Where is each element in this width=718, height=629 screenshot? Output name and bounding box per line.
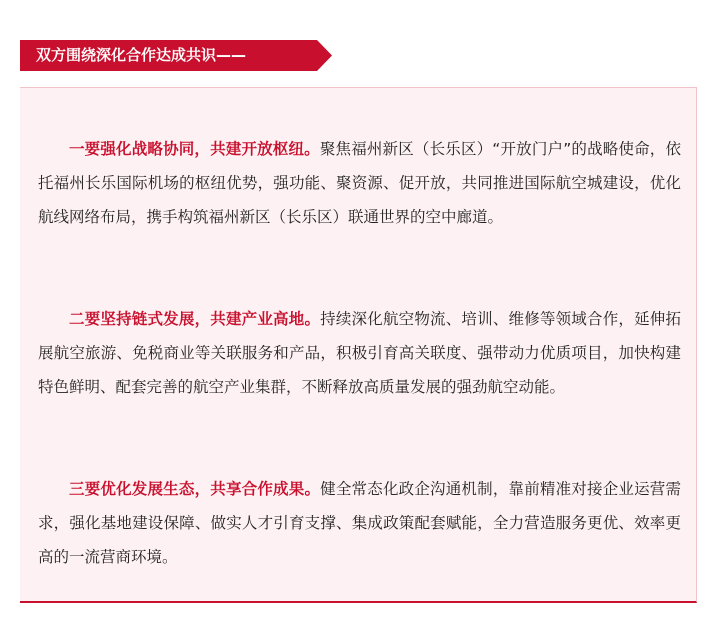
paragraph-1: [38, 132, 681, 234]
section-banner: [20, 40, 332, 71]
paragraph-1-body: 聚焦福州新区（长乐区）“开放门户”的战略使命，依托福州长乐国际机场的枢纽优势，强功能、聚资源、促开放，共同推进国际航空城建设，优化航线网络布局，携手构筑福州新区（长乐区）联通世界的空中廊道。: [38, 140, 681, 226]
paragraph-3-body: 健全常态化政企沟通机制，靠前精准对接企业运营需求，强化基地建设保障、做实人才引育支撑、集成政策配套赋能，全力营造服务更优、效率更高的一流营商环境。: [38, 480, 681, 566]
paragraph-2: [38, 302, 681, 404]
paragraph-3-lead: 三要优化发展生态，共享合作成果。: [69, 480, 321, 498]
paragraph-2-body: 持续深化航空物流、培训、维修等领域合作，延伸拓展航空旅游、免税商业等关联服务和产品，积极引育高关联度、强带动力优质项目，加快构建特色鲜明、配套完善的航空产业集群，不断释放高质量发展的强劲航空动能。: [38, 310, 681, 396]
section-title: 双方围绕深化合作达成共识——: [36, 46, 247, 64]
paragraph-3: [38, 472, 681, 574]
paragraph-1-lead: 一要强化战略协同，共建开放枢纽。: [69, 140, 320, 158]
paragraph-2-lead: 二要坚持链式发展，共建产业高地。: [69, 310, 321, 328]
content-panel: [20, 87, 697, 603]
